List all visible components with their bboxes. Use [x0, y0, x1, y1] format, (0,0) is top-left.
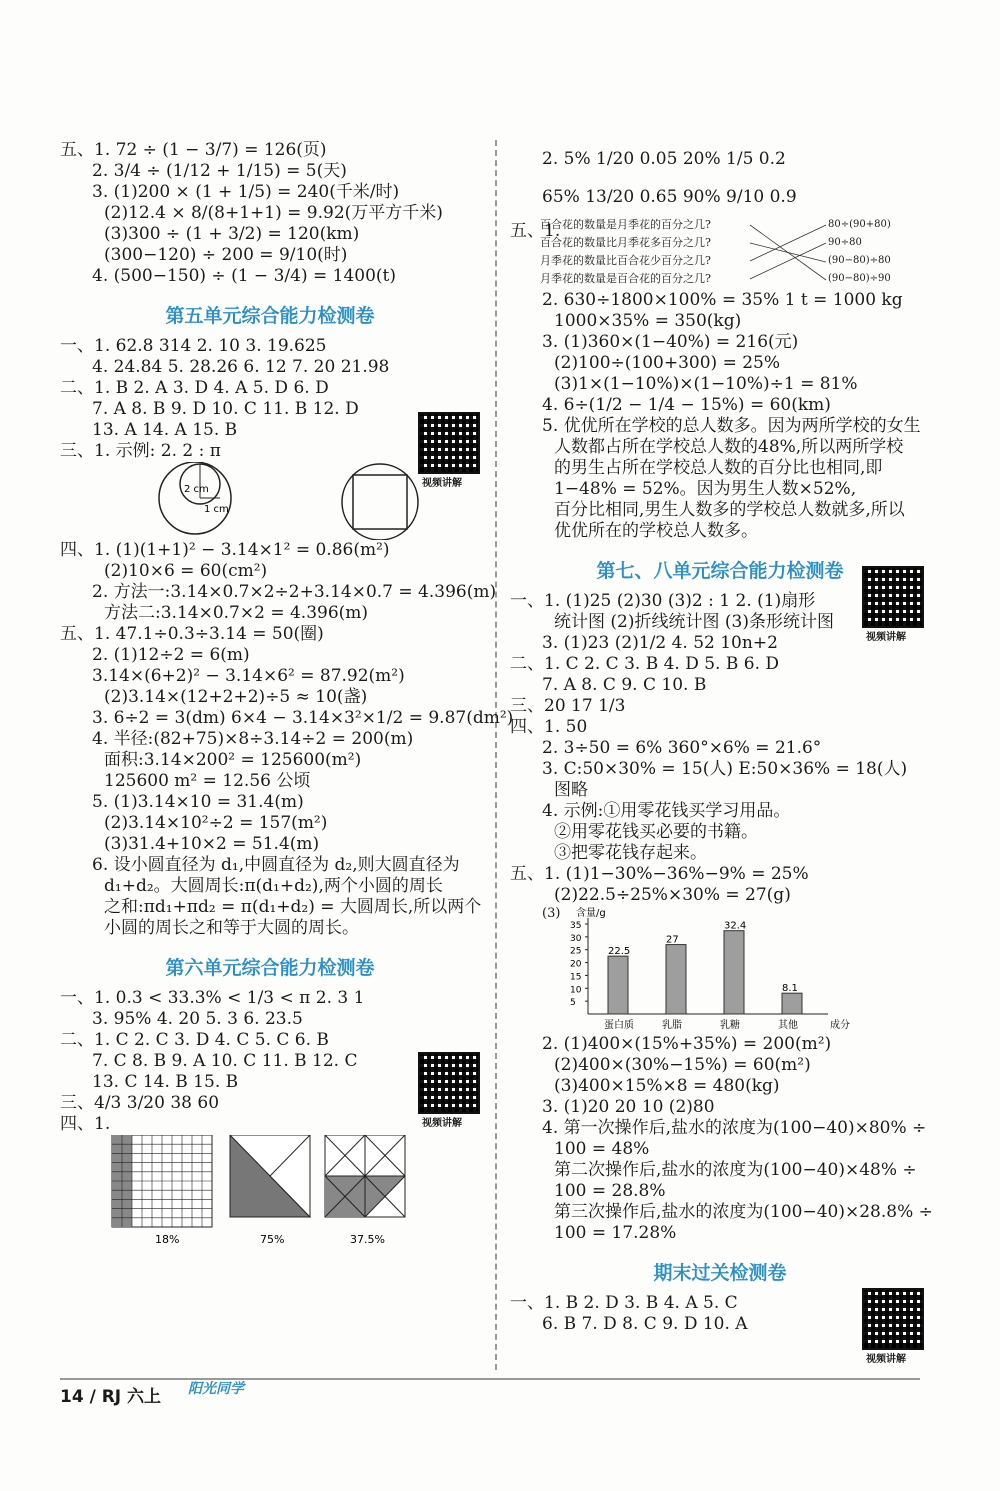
answer-line: 2. 方法一:3.14×0.7×2÷2+3.14×0.7 = 4.396(m)	[92, 582, 497, 602]
grid-label: 37.5%	[350, 1233, 385, 1246]
answer-line: 3. (1)20 20 10 (2)80	[542, 1097, 715, 1117]
footer-page-label: 14 / RJ 六上	[60, 1387, 162, 1407]
answer-line: 100 = 48%	[554, 1139, 650, 1159]
answer-line: 五、1. (1)1−30%−36%−9% = 25%	[510, 864, 809, 884]
y-tick-label: 15	[570, 972, 582, 983]
answer-line: 2. (1)400×(15%+35%) = 200(m²)	[542, 1034, 832, 1054]
answer-line: 4. 第一次操作后,盐水的浓度为(100−40)×80% ÷	[542, 1118, 927, 1138]
answer-line: 100 = 28.8%	[554, 1181, 666, 1201]
circle-radius-label: 2 cm	[184, 484, 209, 495]
nutrition-bar-chart	[540, 906, 940, 1034]
matching-item: 百合花的数量是月季花的百分之几?	[540, 218, 711, 231]
answer-line: (300−120) ÷ 200 = 9/10(时)	[104, 245, 348, 265]
u5-answer-line: 一、1. 62.8 314 2. 10 3. 19.625	[60, 336, 327, 356]
qr-code[interactable]	[418, 1052, 480, 1114]
u5-figures	[60, 462, 480, 540]
triangle-75-percent	[230, 1135, 310, 1217]
answer-line: 3. C:50×30% = 15(人) E:50×36% = 18(人)	[542, 759, 908, 779]
category-label: 蛋白质	[604, 1020, 634, 1031]
answer-line: 3.14×(6+2)² − 3.14×6² = 87.92(m²)	[92, 666, 405, 686]
answer-line: 图略	[554, 780, 588, 800]
answer-line: 面积:3.14×200² = 125600(m²)	[104, 750, 362, 770]
matching-lines	[510, 216, 930, 290]
answer-line: 1−48% = 52%。因为男生人数×52%,	[554, 479, 857, 499]
y-tick-label: 25	[570, 946, 582, 957]
grid-figures-svg	[60, 1135, 460, 1247]
matching-item: 月季花的数量比百合花少百分之几?	[540, 254, 711, 267]
u5-answer-line: 13. A 14. A 15. B	[92, 420, 238, 440]
y-tick-label: 20	[570, 959, 582, 970]
u78-after-chart	[510, 1034, 933, 1244]
matching-item: 百合花的数量比月季花多百分之几?	[540, 236, 711, 249]
final-answer-line: 一、1. B 2. D 3. B 4. A 5. C	[510, 1293, 738, 1313]
answer-line: 2. 3/4 ÷ (1/12 + 1/15) = 5(天)	[92, 161, 347, 181]
inner-square	[353, 475, 407, 529]
answer-line: 五、1. 72 ÷ (1 − 3/7) = 126(页)	[60, 140, 327, 160]
u6-answer-line: 13. C 14. B 15. B	[92, 1072, 239, 1092]
y-tick-label: 5	[570, 998, 576, 1009]
u5-section4	[60, 540, 497, 624]
answer-line: 4. 半径:(82+75)×8÷3.14÷2 = 200(m)	[92, 729, 414, 749]
bar	[724, 931, 744, 1014]
answer-line: 2. 630÷1800×100% = 35% 1 t = 1000 kg	[542, 290, 903, 310]
answer-line: 2. 3÷50 = 6% 360°×6% = 21.6°	[542, 738, 822, 758]
right-column	[510, 140, 933, 1335]
answer-line: 第二次操作后,盐水的浓度为(100−40)×48% ÷	[554, 1160, 917, 1180]
answer-line: 二、1. C 2. C 3. B 4. D 5. B 6. D	[510, 654, 780, 674]
answer-line: 3. (1)200 × (1 + 1/5) = 240(千米/时)	[92, 182, 400, 202]
unit4-section5-answers	[60, 140, 480, 287]
answer-line: 2. (1)12÷2 = 6(m)	[92, 645, 250, 665]
answer-line: 4. (500−150) ÷ (1 − 3/4) = 1400(t)	[92, 266, 396, 286]
u6-answer-line: 7. C 8. B 9. A 10. C 11. B 12. C	[92, 1051, 358, 1071]
fraction-line: 2. 5% 1/20 0.05 20% 1/5 0.2	[542, 149, 786, 169]
matching-exercise	[510, 216, 930, 290]
u5-answer-line: 4. 24.84 5. 28.26 6. 12 7. 20 21.98	[92, 357, 390, 377]
answer-line: 小圆的周长之和等于大圆的周长。	[104, 918, 359, 938]
circle-radius-label: 1 cm	[204, 504, 229, 515]
qr-code[interactable]	[862, 566, 924, 628]
answer-line: 方法二:3.14×0.7×2 = 4.396(m)	[104, 603, 369, 623]
answer-line: (3)1×(1−10%)×(1−10%)÷1 = 81%	[554, 374, 858, 394]
answer-line: 3. (1)23 (2)1/2 4. 52 10n+2	[542, 633, 778, 653]
u6-answer-line: 三、4/3 3/20 38 60	[60, 1093, 220, 1113]
y-tick-label: 35	[570, 921, 582, 931]
answer-line: ②用零花钱买必要的书籍。	[554, 822, 758, 842]
answer-line: 5. 优优所在学校的总人数多。因为两所学校的女生	[542, 416, 921, 436]
answer-line: 统计图 (2)折线统计图 (3)条形统计图	[554, 612, 834, 632]
qr-code[interactable]	[862, 1288, 924, 1350]
answer-line: 4. 6÷(1/2 − 1/4 − 15%) = 60(km)	[542, 395, 831, 415]
answer-line: (2)12.4 × 8/(8+1+1) = 9.92(万平方千米)	[104, 203, 443, 223]
section-title-unit6: 第六单元综合能力检测卷	[165, 957, 375, 979]
category-label: 乳糖	[720, 1020, 740, 1031]
u5-answer-line: 7. A 8. B 9. D 10. C 11. B 12. D	[92, 399, 359, 419]
answer-line: 7. A 8. C 9. C 10. B	[542, 675, 707, 695]
fraction-line: 65% 13/20 0.65 90% 9/10 0.9	[542, 187, 797, 207]
answer-line: (3)31.4+10×2 = 51.4(m)	[104, 834, 320, 854]
answer-line: (2)100÷(100+300) = 25%	[554, 353, 781, 373]
grid-label: 75%	[260, 1233, 285, 1246]
answer-line: 3. 6÷2 = 3(dm) 6×4 − 3.14×3²×1/2 = 9.87(dm²)	[92, 708, 514, 728]
matching-expr: (90−80)÷90	[828, 273, 891, 284]
section-title-unit78: 第七、八单元综合能力检测卷	[596, 560, 844, 582]
answer-line: (3)300 ÷ (1 + 3/2) = 120(km)	[104, 224, 360, 244]
answer-line: (2)400×(30%−15%) = 60(m²)	[554, 1055, 811, 1075]
section-title-unit5: 第五单元综合能力检测卷	[165, 305, 375, 327]
answer-line: 5. (1)3.14×10 = 31.4(m)	[92, 792, 304, 812]
u5-section5	[60, 624, 514, 939]
bar	[608, 956, 628, 1014]
answer-line: 6. 设小圆直径为 d₁,中圆直径为 d₂,则大圆直径为	[92, 855, 460, 875]
matching-item: 月季花的数量是百合花的百分之几?	[540, 272, 711, 285]
big-circle	[159, 462, 231, 534]
bar-value-label: 22.5	[608, 946, 631, 958]
answer-line: 的男生占所在学校总人数的百分比也相同,即	[554, 458, 883, 478]
answer-line: ③把零花钱存起来。	[554, 843, 707, 863]
answer-line: 125600 m² = 12.56 公顷	[104, 771, 311, 791]
answer-line: (2)10×6 = 60(cm²)	[104, 561, 268, 581]
answer-line: 四、1. 50	[510, 717, 588, 737]
matching-prefix: 五、1.	[510, 221, 561, 241]
bar-value-label: 8.1	[782, 983, 798, 995]
u6-answer-line: 二、1. C 2. C 3. D 4. C 5. C 6. B	[60, 1030, 329, 1050]
u6-answer-line: 四、1.	[60, 1114, 111, 1134]
category-label: 乳脂	[662, 1020, 682, 1031]
answer-line: 优优所在的学校总人数多。	[554, 521, 758, 541]
grid-figures	[60, 1135, 480, 1247]
column-divider	[495, 140, 497, 1370]
answer-line: 三、20 17 1/3	[510, 696, 626, 716]
qr-label: 视频讲解	[866, 1354, 906, 1365]
matching-expr: 90÷80	[828, 237, 862, 248]
chart-prefix: (3)	[542, 906, 561, 921]
answer-line: 1000×35% = 350(kg)	[554, 311, 742, 331]
answer-line: (2)3.14×10²÷2 = 157(m²)	[104, 813, 328, 833]
y-tick-label: 10	[570, 985, 582, 996]
answer-line: 百分比相同,男生人数多的学校总人数就多,所以	[554, 500, 905, 520]
section-title-final: 期末过关检测卷	[653, 1262, 787, 1284]
bar	[666, 945, 686, 1014]
u6-answer-line: 一、1. 0.3 < 33.3% < 1/3 < π 2. 3 1	[60, 988, 365, 1008]
brand-logo: 阳光同学	[188, 1381, 244, 1397]
answer-line: d₁+d₂。大圆周长:π(d₁+d₂),两个小圆的周长	[104, 876, 443, 896]
answer-line: 第三次操作后,盐水的浓度为(100−40)×28.8% ÷	[554, 1202, 933, 1222]
grid-18-percent	[112, 1135, 212, 1227]
y-axis-label: 含量/g	[576, 908, 606, 919]
x-axis-label: 成分	[830, 1020, 850, 1031]
category-label: 其他	[778, 1020, 798, 1031]
answer-line: 人数都占所在学校总人数的48%,所以两所学校	[554, 437, 904, 457]
y-tick-label: 30	[570, 933, 582, 944]
answer-line: (2)3.14×(12+2+2)÷5 ≈ 10(盏)	[104, 687, 368, 707]
left-column	[60, 140, 514, 1247]
u6-answer-line: 3. 95% 4. 20 5. 3 6. 23.5	[92, 1009, 303, 1029]
matching-expr: 80÷(90+80)	[828, 219, 891, 230]
answer-line: 3. (1)360×(1−40%) = 216(元)	[542, 332, 799, 352]
qr-code[interactable]	[418, 412, 480, 474]
qr-label: 视频讲解	[422, 478, 462, 489]
final-answer-line: 6. B 7. D 8. C 9. D 10. A	[542, 1314, 748, 1334]
qr-label: 视频讲解	[866, 632, 906, 643]
grid-label: 18%	[155, 1233, 180, 1246]
answer-line: 之和:πd₁+πd₂ = π(d₁+d₂) = 大圆周长,所以两个	[104, 897, 482, 917]
qr-label: 视频讲解	[422, 1118, 462, 1129]
u5-answer-line: 三、1. 示例: 2. 2 : π	[60, 441, 221, 461]
circle-figures	[60, 462, 440, 540]
answer-line: 五、1. 47.1÷0.3÷3.14 = 50(圈)	[60, 624, 324, 644]
squares-37-5-percent	[325, 1135, 405, 1217]
bar	[782, 993, 802, 1014]
answer-line: 4. 示例:①用零花钱买学习用品。	[542, 801, 791, 821]
answer-line: (3)400×15%×8 = 480(kg)	[554, 1076, 780, 1096]
bar-value-label: 32.4	[724, 920, 747, 932]
answer-line: 一、1. (1)25 (2)30 (3)2 : 1 2. (1)扇形	[510, 591, 816, 611]
u5-answer-line: 二、1. B 2. A 3. D 4. A 5. D 6. D	[60, 378, 329, 398]
answer-line: (2)22.5÷25%×30% = 27(g)	[554, 885, 791, 905]
bar-chart-block	[510, 906, 930, 1034]
right-section5	[510, 290, 930, 542]
bar-value-label: 27	[666, 934, 679, 946]
matching-expr: (90−80)÷80	[828, 255, 891, 266]
answer-line: 100 = 17.28%	[554, 1223, 677, 1243]
answer-line: 四、1. (1)(1+1)² − 3.14×1² = 0.86(m²)	[60, 540, 390, 560]
